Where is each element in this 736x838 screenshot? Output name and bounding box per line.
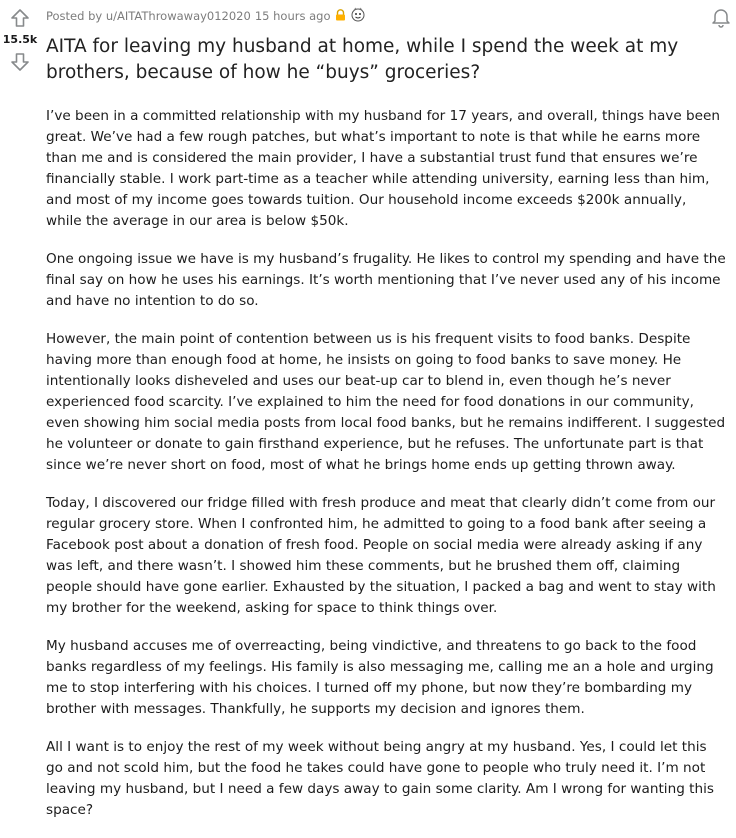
post-body bbox=[46, 106, 726, 821]
post-paragraph: One ongoing issue we have is my husband’s frugality. He likes to control my spending and have the final say on how he uses his earnings. It’s worth mentioning that I’ve never used any of his income and have no intention to do so. bbox=[46, 251, 726, 309]
downvote-button[interactable] bbox=[8, 50, 32, 74]
post-time[interactable]: 15 hours ago bbox=[254, 9, 331, 23]
notification-bell-button[interactable] bbox=[710, 6, 732, 28]
bell-icon bbox=[710, 6, 732, 28]
post-paragraph: However, the main point of contention between us is his frequent visits to food banks. Despite having more than enough food at home, he insists on going to food banks to save money. He intentionally looks disheveled and uses our beat-up car to blend in, even though he’s never experienced food scarcity. I’ve explained to him the need for food donations in our community, even showing him social media posts from local food banks, but he remains indifferent. I suggested he volunteer or donate to gain firsthand experience, but he refuses. The unfortunate part is that since we’re never short on food, most of what he brings home ends up getting thrown away. bbox=[46, 331, 726, 473]
post-paragraph: My husband accuses me of overreacting, being vindictive, and threatens to go back to the food banks regardless of my feelings. His family is also messaging me, calling me an a hole and urging me to stop interfering with his choices. I turned off my phone, but now they’re bombarding my brother with messages. Thankfully, he supports my decision and ignores them. bbox=[46, 638, 714, 717]
posted-by-link[interactable]: Posted by u/AITAThrowaway012020 bbox=[46, 9, 251, 23]
award-icon[interactable] bbox=[350, 7, 366, 26]
post-paragraph: Today, I discovered our fridge filled with fresh produce and meat that clearly didn’t come from our regular grocery store. When I confronted him, he admitted to going to a food bank after seeing a Facebook post about a donation of fresh food. People on social media were already asking if any was left, and there wasn’t. I showed him these comments, but he brushed them off, claiming people should have gone earlier. Exhausted by the situation, I packed a bag and went to stay with my brother for the weekend, asking for space to think things over. bbox=[46, 495, 716, 616]
lock-icon bbox=[335, 9, 346, 24]
vote-count: 15.5k bbox=[2, 33, 38, 46]
vote-column bbox=[0, 6, 40, 74]
post bbox=[46, 0, 726, 838]
post-title[interactable]: AITA for leaving my husband at home, while I spend the week at my brothers, because of how he “buys” groceries? bbox=[46, 36, 679, 83]
upvote-arrow-icon bbox=[10, 8, 30, 28]
post-paragraph: All I want is to enjoy the rest of my week without being angry at my husband. Yes, I could let this go and not scold him, but the food he takes could have gone to people who truly need it. I’m not leaving my husband, but I need a few days away to gain some clarity. Am I wrong for wanting this space? bbox=[46, 739, 714, 818]
post-paragraph: I’ve been in a committed relationship with my husband for 17 years, and overall, things have been great. We’ve had a few rough patches, but what’s important to note is that while he earns more than me and is considered the main provider, I have a substantial trust fund that ensures we’re financially stable. I work part-time as a teacher while attending university, earning less than him, and most of my income goes towards tuition. Our household income exceeds $200k annually, while the average in our area is below $50k. bbox=[46, 108, 721, 229]
upvote-button[interactable] bbox=[8, 6, 32, 30]
downvote-arrow-icon bbox=[10, 52, 30, 72]
post-meta bbox=[46, 6, 726, 26]
